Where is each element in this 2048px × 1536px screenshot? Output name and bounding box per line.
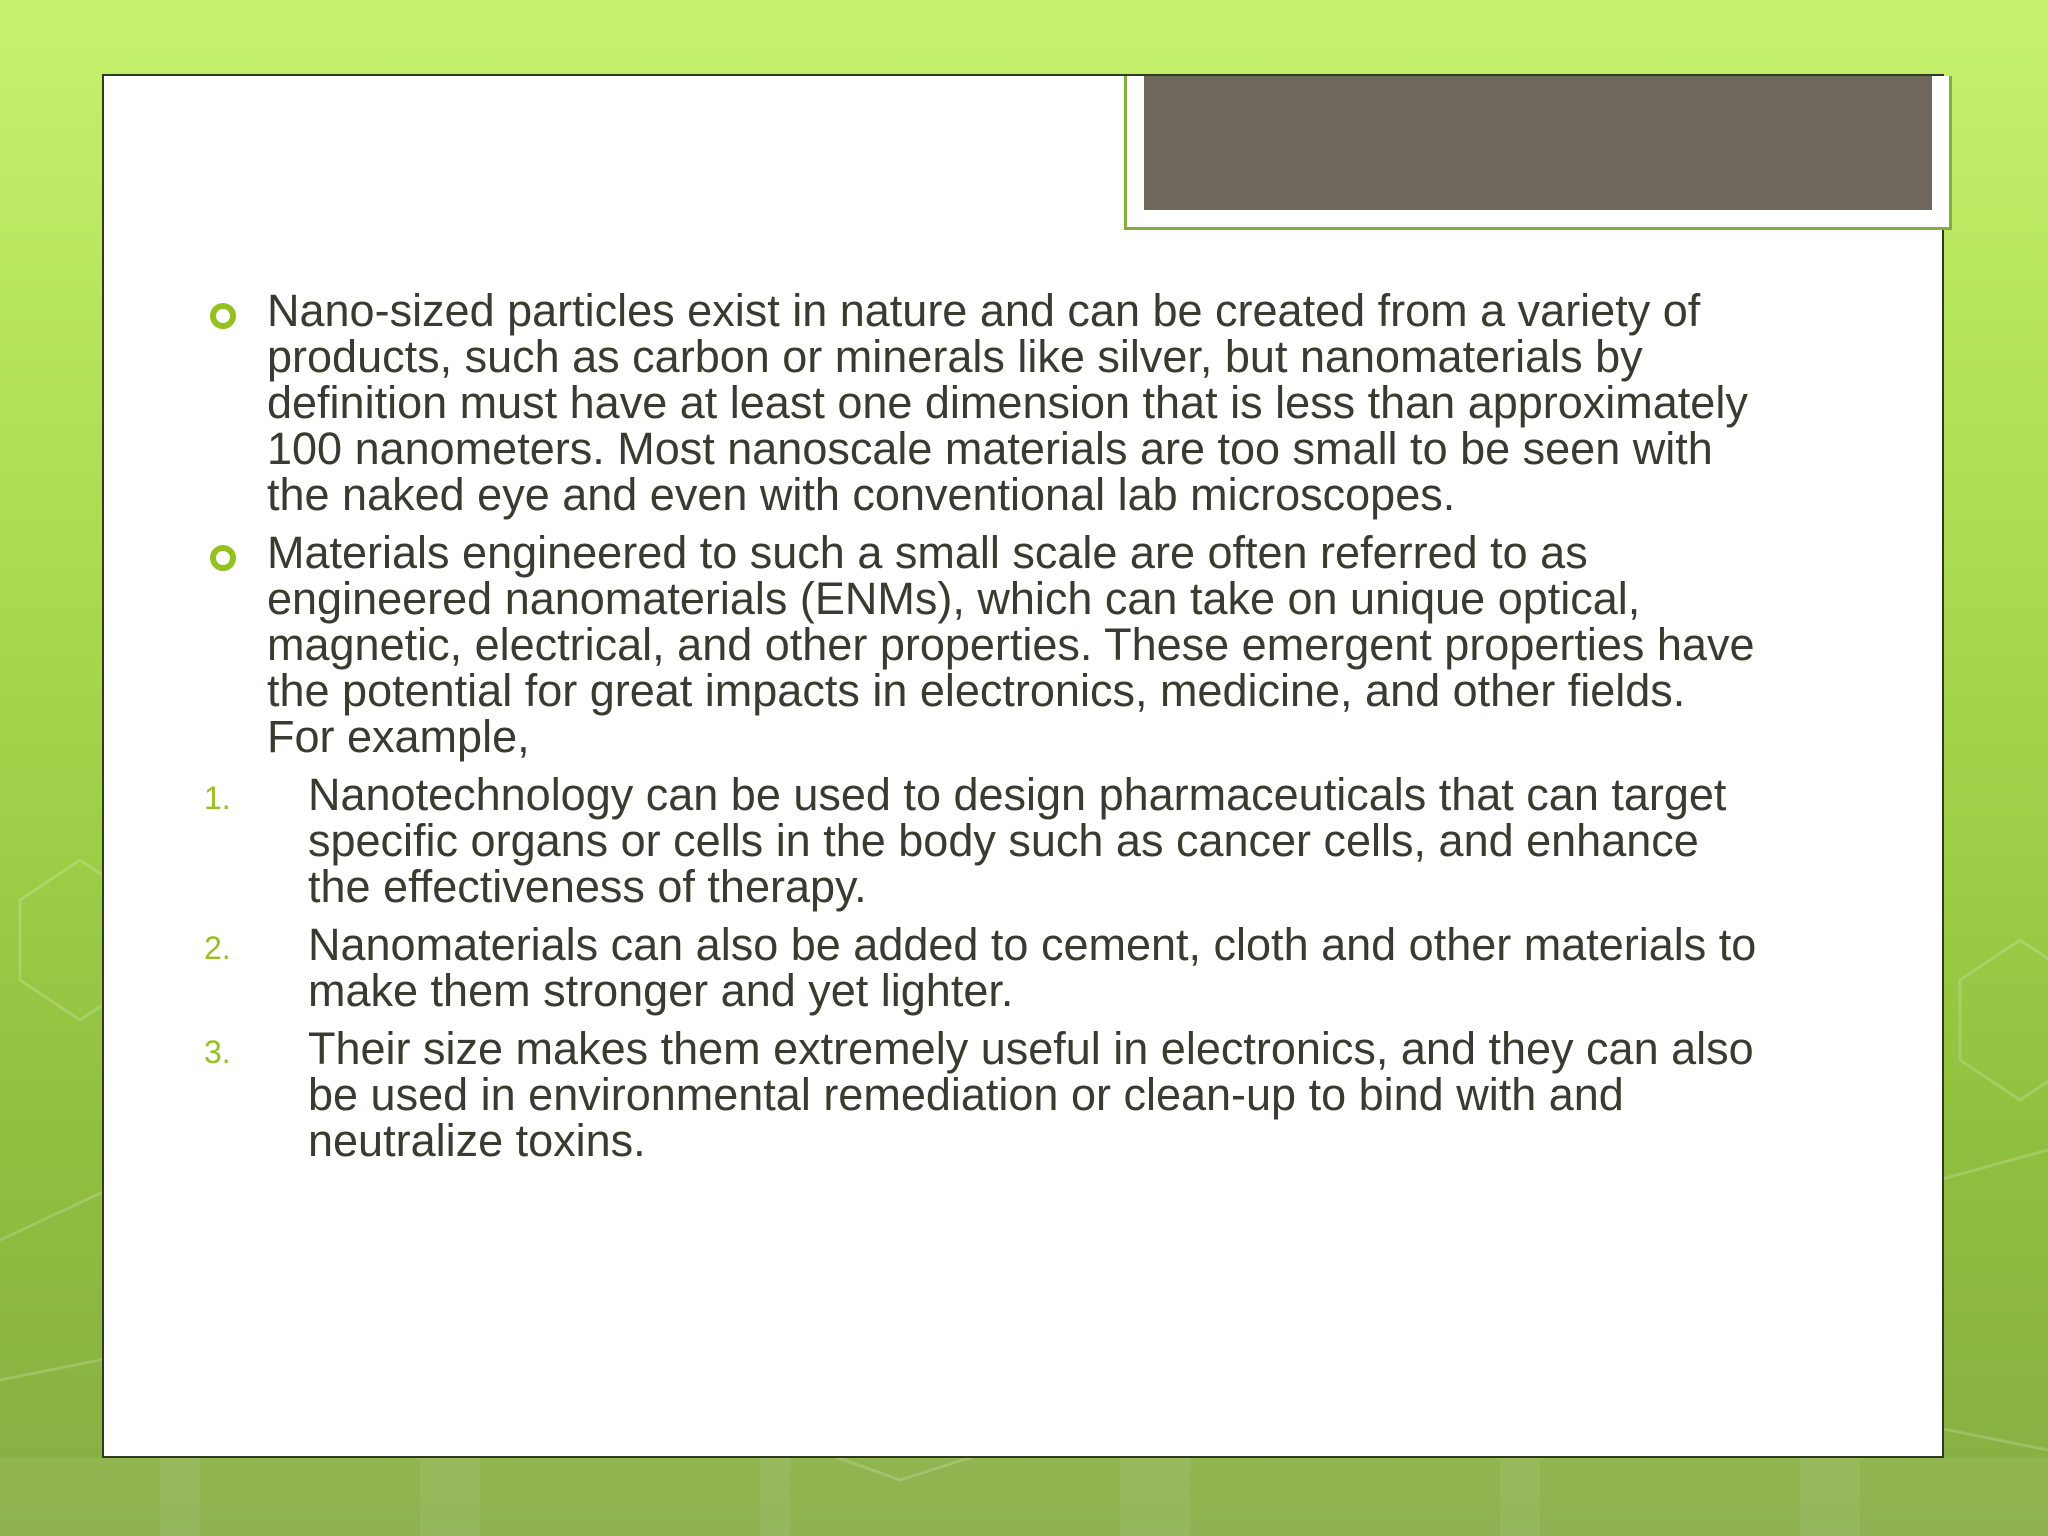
title-tab xyxy=(1124,76,1952,230)
list-number: 3. xyxy=(204,1034,231,1070)
numbered-item xyxy=(200,1023,1760,1166)
numbered-text: Nanomaterials can also be added to cement, cloth and other materials to make them stronger and yet lighter. xyxy=(308,919,1757,1016)
bullet-text: Nano-sized particles exist in nature and can be created from a variety of products, such as carbon or minerals like silver, but nanomaterials by definition must have at least one dimension that is less than approximately 100 nanometers. Most nanoscale materials are too small to be seen with the naked eye and even with conventional lab microscopes. xyxy=(267,285,1748,520)
bullet-text: Materials engineered to such a small scale are often referred to as engineered nanomaterials (ENMs), which can take on unique optical, magnetic, electrical, and other properties. These emergent properties have the potential for great impacts in electronics, medicine, and other fields. For example, xyxy=(267,527,1755,762)
numbered-text: Nanotechnology can be used to design pharmaceuticals that can target specific organs or cells in the body such as cancer cells, and enhance the effectiveness of therapy. xyxy=(308,769,1727,912)
bullet-item xyxy=(200,527,1760,762)
numbered-item xyxy=(200,769,1760,912)
slide-content xyxy=(200,285,1760,1176)
title-tab-fill xyxy=(1144,76,1932,210)
list-number: 2. xyxy=(204,930,231,966)
bullet-ring-icon xyxy=(210,303,236,329)
bullet-ring-icon xyxy=(210,545,236,571)
list-number: 1. xyxy=(204,780,231,816)
bullet-item xyxy=(200,285,1760,520)
numbered-item xyxy=(200,919,1760,1016)
numbered-text: Their size makes them extremely useful in electronics, and they can also be used in environmental remediation or clean-up to bind with and neutralize toxins. xyxy=(308,1023,1754,1166)
